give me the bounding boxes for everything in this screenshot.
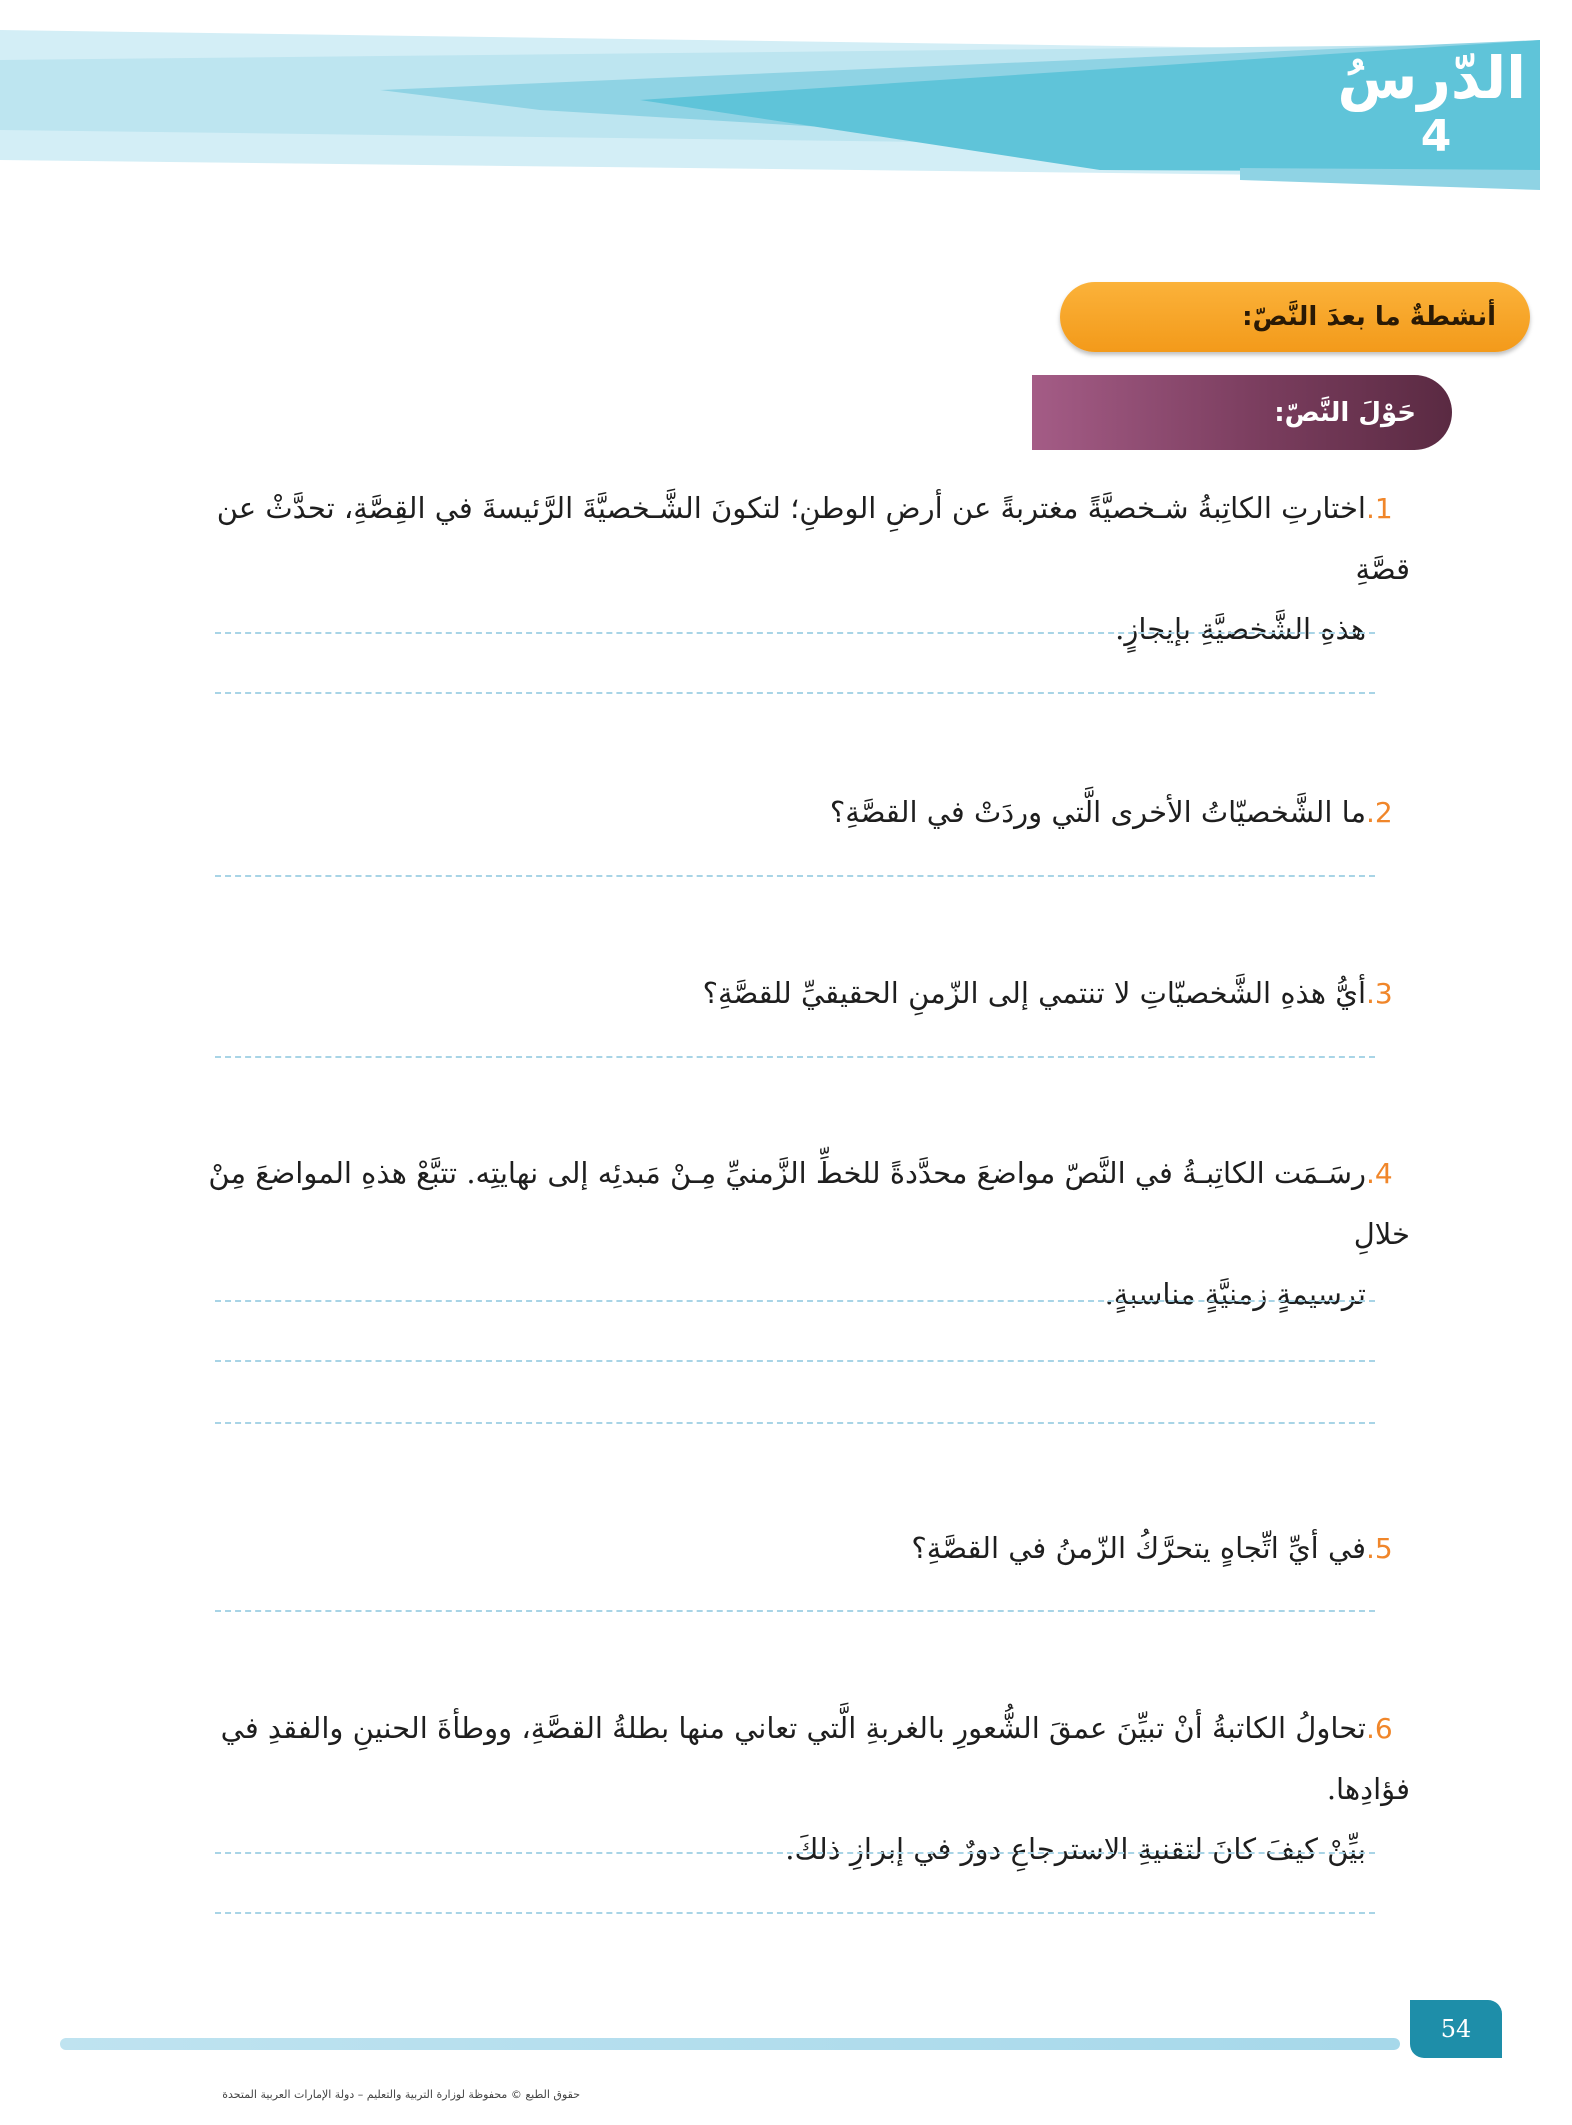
question-text: أيُّ هذهِ الشَّخصيّاتِ لا تنتمي إلى الزّمنِ الحقيقيِّ للقصَّةِ؟	[702, 976, 1366, 1010]
question-text-continued: ترسيمةٍ زمنيَّةٍ مناسبةٍ.	[1104, 1277, 1366, 1311]
lesson-label: الدّرسُ	[1337, 44, 1526, 112]
answer-line[interactable]	[215, 1300, 1375, 1302]
question-number: 5.	[1366, 1532, 1393, 1565]
page-number: 54	[1410, 2000, 1502, 2058]
about-text-section-title: حَوْلَ النَّصّ:	[1274, 397, 1416, 428]
answer-line[interactable]	[215, 1610, 1375, 1612]
question-number: 1.	[1366, 492, 1393, 525]
question-4	[190, 1143, 1410, 1324]
answer-line[interactable]	[215, 1360, 1375, 1362]
copyright-notice: حقوق الطبع © محفوظة لوزارة التربية والتعليم – دولة الإمارات العربية المتحدة	[222, 2088, 580, 2101]
answer-line[interactable]	[215, 875, 1375, 877]
question-5	[190, 1518, 1410, 1579]
answer-line[interactable]	[215, 1852, 1375, 1854]
question-2	[190, 782, 1410, 843]
answer-line[interactable]	[215, 632, 1375, 634]
question-text: في أيِّ اتِّجاهٍ يتحرَّكُ الزّمنُ في القصَّةِ؟	[911, 1531, 1366, 1565]
question-number: 4.	[1366, 1157, 1393, 1190]
footer-bar	[60, 2038, 1400, 2050]
question-text-continued: بيِّنْ كيفَ كانَ لتقنيةِ الاسترجاعِ دورٌ في إبرازِ ذلكَ.	[785, 1832, 1366, 1866]
question-number: 6.	[1366, 1712, 1393, 1745]
question-text: اختارتِ الكاتِبةُ شـخصيَّةً مغتربةً عن أرضِ الوطنِ؛ لتكونَ الشَّـخصيَّةَ الرَّئيسةَ في القِصَّةِ، تحدَّثْ عن قصَّةِ	[216, 491, 1410, 586]
answer-line[interactable]	[215, 1422, 1375, 1424]
answer-line[interactable]	[215, 1056, 1375, 1058]
question-text: ما الشَّخصيّاتُ الأخرى الَّتي وردَتْ في القصَّةِ؟	[829, 795, 1366, 829]
question-text-continued: هذهِ الشَّخصيَّةِ بإيجازٍ.	[1115, 612, 1366, 646]
activities-section-header	[1060, 282, 1530, 352]
about-text-section-header	[1032, 375, 1452, 450]
question-text: رسَـمَت الكاتِبـةُ في النَّصّ مواضعَ محدَّدةً للخطِّ الزَّمنيِّ مِـنْ مَبدئِه إلى نهايتِه. تتبَّعْ هذهِ المواضعَ مِنْ خلالِ	[208, 1156, 1410, 1251]
question-3	[190, 963, 1410, 1024]
question-number: 3.	[1366, 977, 1393, 1010]
activities-section-title: أنشطةٌ ما بعدَ النَّصّ:	[1242, 302, 1496, 332]
question-number: 2.	[1366, 796, 1393, 829]
answer-line[interactable]	[215, 692, 1375, 694]
answer-line[interactable]	[215, 1912, 1375, 1914]
question-text: تحاولُ الكاتبةُ أنْ تبيِّنَ عمقَ الشُّعورِ بالغربةِ الَّتي تعاني منها بطلةُ القصَّةِ، ووطأةَ الحنينِ والفقدِ في فؤادِها.	[220, 1711, 1410, 1806]
header-banner	[0, 0, 1572, 190]
lesson-number: 4	[1420, 111, 1452, 162]
